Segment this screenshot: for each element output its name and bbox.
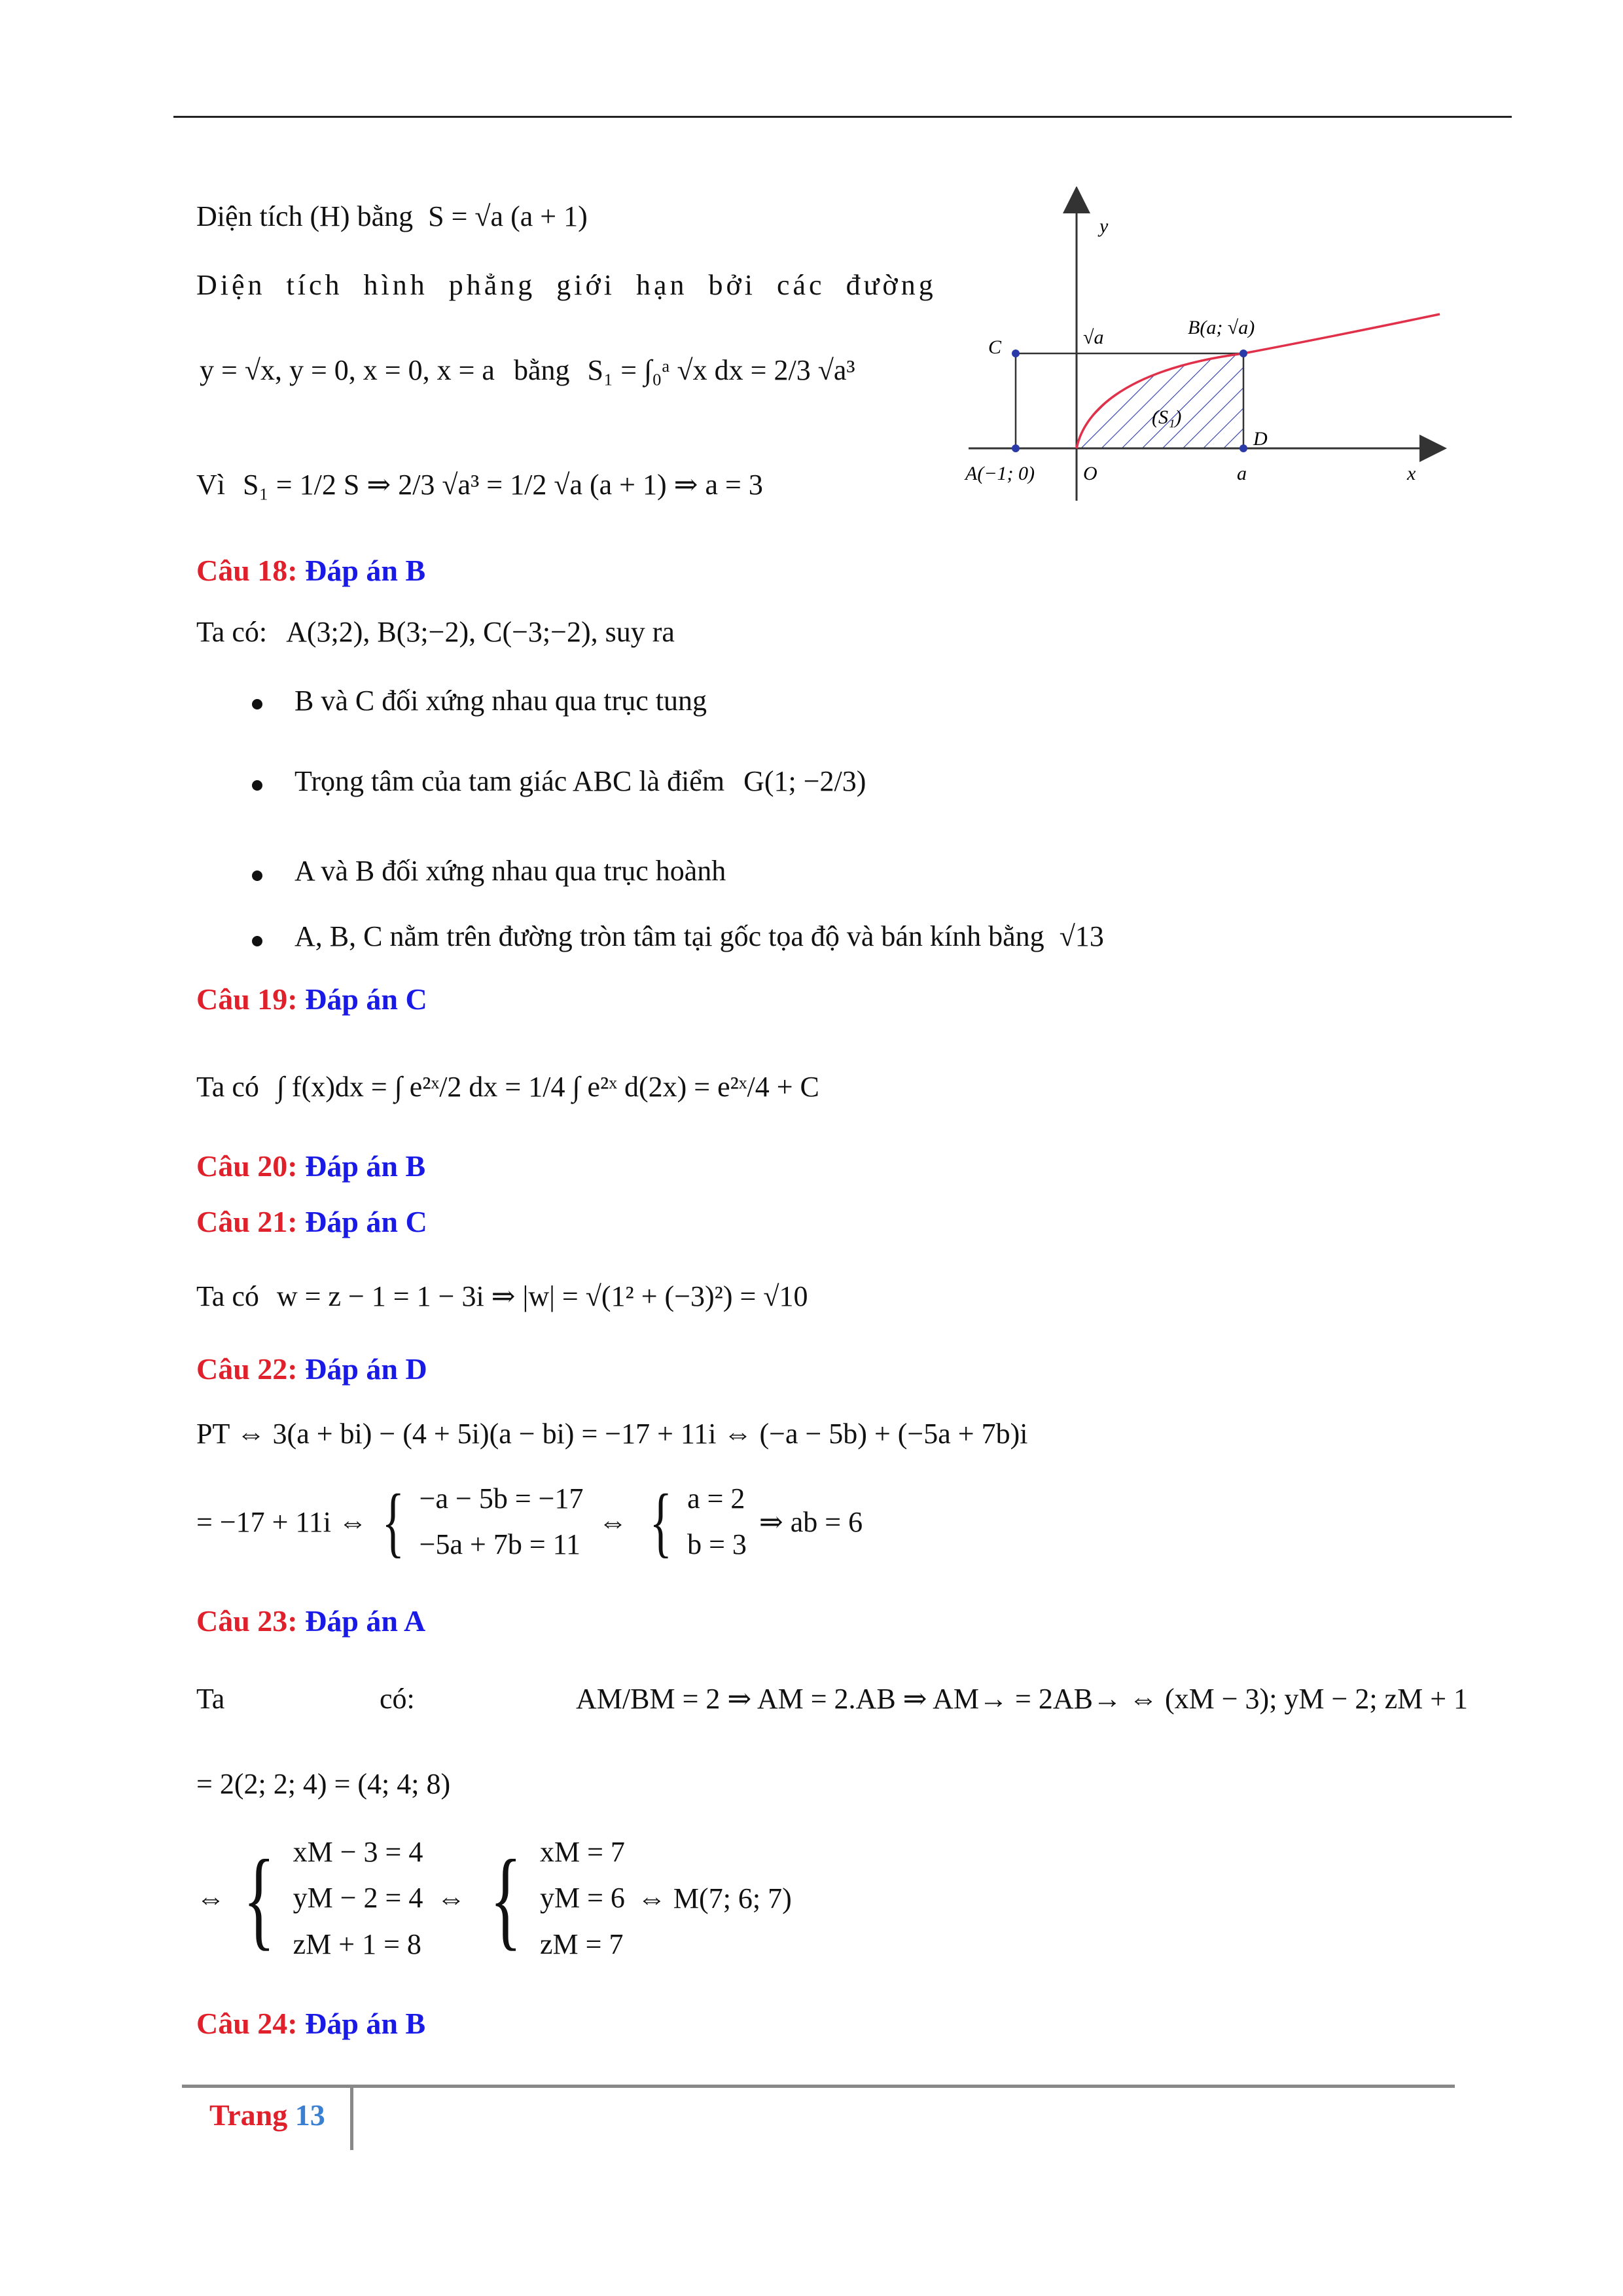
label-B: B(a; √a) (1188, 317, 1255, 338)
q18-intro: Ta có: A(3;2), B(3;−2), C(−3;−2), suy ra (196, 616, 675, 648)
q23-system: ⇔ { xM − 3 = 4 yM − 2 = 4 zM + 1 = 8 ⇔ { xM = 7 yM = 6 zM = 7 ⇔ M(7; 6; 7) (196, 1836, 792, 1960)
bullet-1 (252, 699, 262, 709)
label-x: x (1407, 463, 1416, 484)
q18-bullet-2: Trọng tâm của tam giác ABC là điểm G(1; −2/3) (294, 765, 866, 797)
label-y: y (1099, 215, 1109, 237)
q18-heading: Câu 18: Đáp án B (196, 554, 426, 587)
q23-co: có: (380, 1683, 415, 1715)
label-S1: (S₁) (1152, 406, 1182, 428)
label-sqrt-a: √a (1083, 327, 1104, 348)
q17-line3: y = √x, y = 0, x = 0, x = a bằng S₁ = ∫₀ᵃ √x dx = 2/3 √a³ (200, 354, 855, 386)
q23-line2: = 2(2; 2; 4) = (4; 4; 8) (196, 1768, 451, 1800)
header-rule (173, 116, 1512, 118)
q18-bullet-3: A và B đối xứng nhau qua trục hoành (294, 855, 726, 887)
q22-line1: PT ⇔ 3(a + bi) − (4 + 5i)(a − bi) = −17 + 11i ⇔ (−a − 5b) + (−5a + 7b)i (196, 1418, 1028, 1450)
q21-line: Ta có w = z − 1 = 1 − 3i ⇒ |w| = √(1² + (−3)²) = √10 (196, 1280, 808, 1312)
label-A: A(−1; 0) (965, 463, 1035, 484)
footer-rule (182, 2085, 1455, 2088)
page-number: Trang 13 (209, 2098, 325, 2132)
q18-bullet-4: A, B, C nằm trên đường tròn tâm tại gốc tọa độ và bán kính bằng √13 (294, 920, 1104, 952)
q21-heading: Câu 21: Đáp án C (196, 1205, 427, 1238)
q24-heading: Câu 24: Đáp án B (196, 2007, 426, 2040)
q18-bullet-1: B và C đối xứng nhau qua trục tung (294, 685, 707, 717)
point-B (1240, 350, 1247, 357)
q19-line: Ta có ∫ f(x)dx = ∫ e²ˣ/2 dx = 1/4 ∫ e²ˣ d(2x) = e²ˣ/4 + C (196, 1071, 819, 1103)
bullet-3 (252, 870, 262, 881)
point-C (1012, 350, 1020, 357)
q17-line2: Diện tích hình phẳng giới hạn bởi các đường (196, 269, 936, 301)
q19-heading: Câu 19: Đáp án C (196, 982, 427, 1016)
q23-line1: AM/BM = 2 ⇒ AM = 2.AB ⇒ AM→ = 2AB→ ⇔ (xM − 3); yM − 2; zM + 1 (576, 1683, 1469, 1715)
point-D (1240, 444, 1247, 452)
label-O: O (1083, 463, 1097, 484)
q22-line2: = −17 + 11i ⇔ { −a − 5b = −17 −5a + 7b = 11 ⇔ { a = 2 b = 3 ⇒ ab = 6 (196, 1478, 863, 1566)
label-a: a (1237, 463, 1247, 484)
area-graph (955, 187, 1453, 514)
q22-heading: Câu 22: Đáp án D (196, 1352, 427, 1386)
bullet-4 (252, 936, 262, 946)
q17-line4: Vì S₁ = 1/2 S ⇒ 2/3 √a³ = 1/2 √a (a + 1) ⇒ a = 3 (196, 469, 763, 501)
region-s1 (1077, 353, 1243, 448)
label-C: C (988, 336, 1002, 358)
q17-line1: Diện tích (H) bằng S = √a (a + 1) (196, 200, 588, 232)
bullet-2 (252, 780, 262, 791)
footer-divider (350, 2088, 353, 2150)
label-D: D (1253, 428, 1268, 450)
q23-heading: Câu 23: Đáp án A (196, 1604, 426, 1638)
q20-heading: Câu 20: Đáp án B (196, 1149, 426, 1183)
point-A (1012, 444, 1020, 452)
q23-ta: Ta (196, 1683, 225, 1715)
